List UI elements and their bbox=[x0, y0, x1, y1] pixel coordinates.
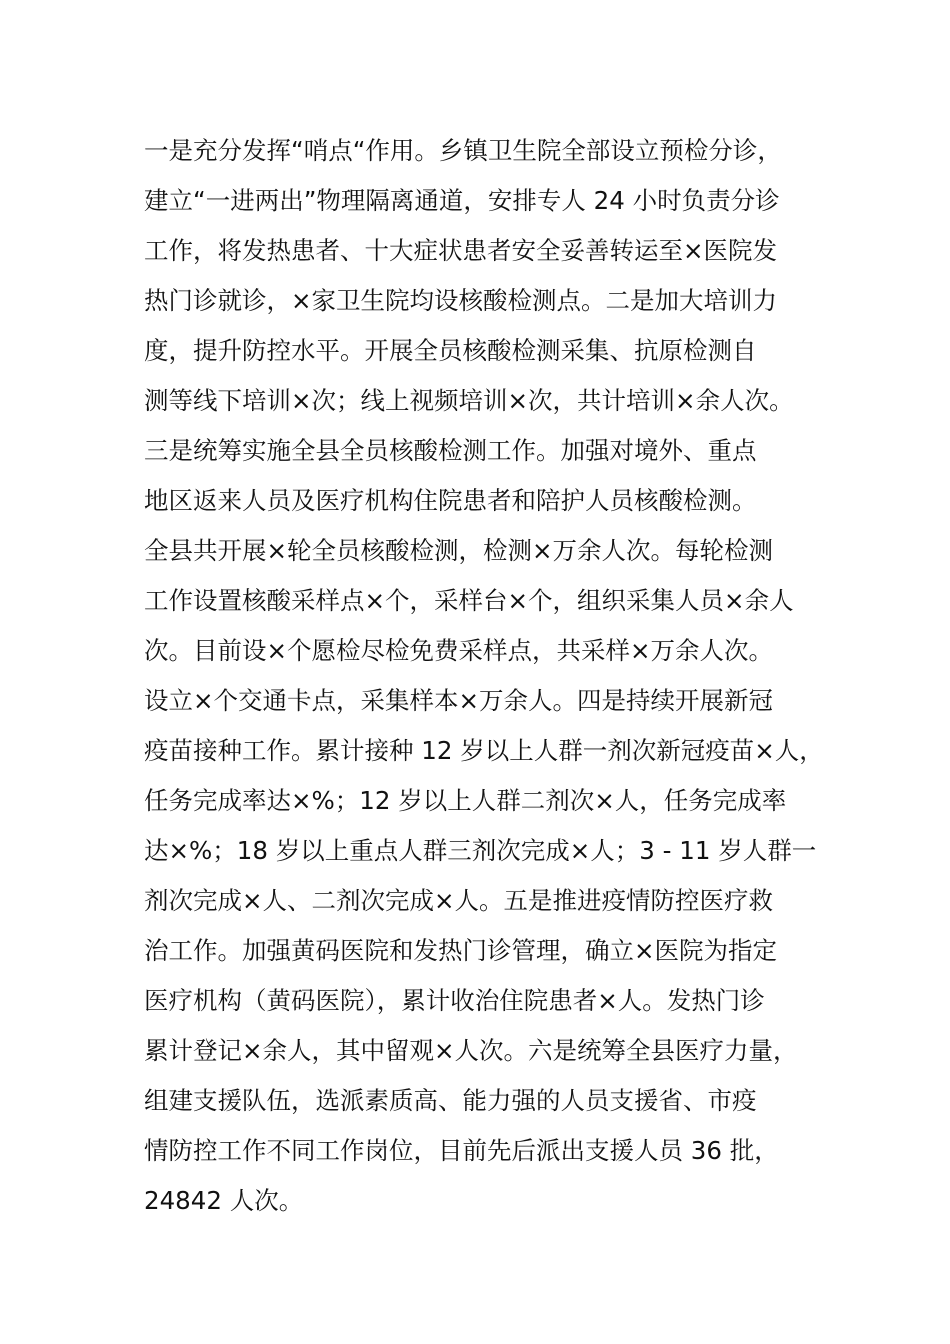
body-paragraph bbox=[144, 126, 844, 1226]
text-line: 情防控工作不同工作岗位，目前先后派出支援人员 36 批， bbox=[144, 1136, 779, 1165]
text-line: 组建支援队伍，选派素质高、能力强的人员支援省、市疫 bbox=[144, 1086, 757, 1115]
text-line: 热门诊就诊，×家卫生院均设核酸检测点。二是加大培训力 bbox=[144, 286, 778, 315]
text-line: 次。目前设×个愿检尽检免费采样点，共采样×万余人次。 bbox=[144, 636, 774, 665]
text-line: 疫苗接种工作。累计接种 12 岁以上人群一剂次新冠疫苗×人， bbox=[144, 736, 824, 765]
text-line: 工作，将发热患者、十大症状患者安全妥善转运至×医院发 bbox=[144, 236, 778, 265]
text-line: 任务完成率达×%；12 岁以上人群二剂次×人，任务完成率 bbox=[144, 786, 787, 815]
text-line: 达×%；18 岁以上重点人群三剂次完成×人；3 - 11 岁人群一 bbox=[144, 836, 817, 865]
text-line: 工作设置核酸采样点×个，采样台×个，组织采集人员×余人 bbox=[144, 586, 794, 615]
text-line: 建立“一进两出”物理隔离通道，安排专人 24 小时负责分诊 bbox=[144, 186, 780, 215]
text-line: 度，提升防控水平。开展全员核酸检测采集、抗原检测自 bbox=[144, 336, 757, 365]
text-line: 全县共开展×轮全员核酸检测，检测×万余人次。每轮检测 bbox=[144, 536, 774, 565]
text-line: 设立×个交通卡点，采集样本×万余人。四是持续开展新冠 bbox=[144, 686, 774, 715]
text-line: 医疗机构（黄码医院），累计收治住院患者×人。发热门诊 bbox=[144, 986, 765, 1015]
text-line: 测等线下培训×次；线上视频培训×次，共计培训×余人次。 bbox=[144, 386, 794, 415]
text-line: 剂次完成×人、二剂次完成×人。五是推进疫情防控医疗救 bbox=[144, 886, 774, 915]
text-line: 一是充分发挥“哨点“作用。乡镇卫生院全部设立预检分诊， bbox=[144, 136, 782, 165]
text-line: 三是统筹实施全县全员核酸检测工作。加强对境外、重点 bbox=[144, 436, 757, 465]
text-line: 24842 人次。 bbox=[144, 1186, 304, 1215]
text-line: 地区返来人员及医疗机构住院患者和陪护人员核酸检测。 bbox=[144, 486, 757, 515]
text-line: 累计登记×余人，其中留观×人次。六是统筹全县医疗力量， bbox=[144, 1036, 798, 1065]
text-line: 治工作。加强黄码医院和发热门诊管理，确立×医院为指定 bbox=[144, 936, 778, 965]
